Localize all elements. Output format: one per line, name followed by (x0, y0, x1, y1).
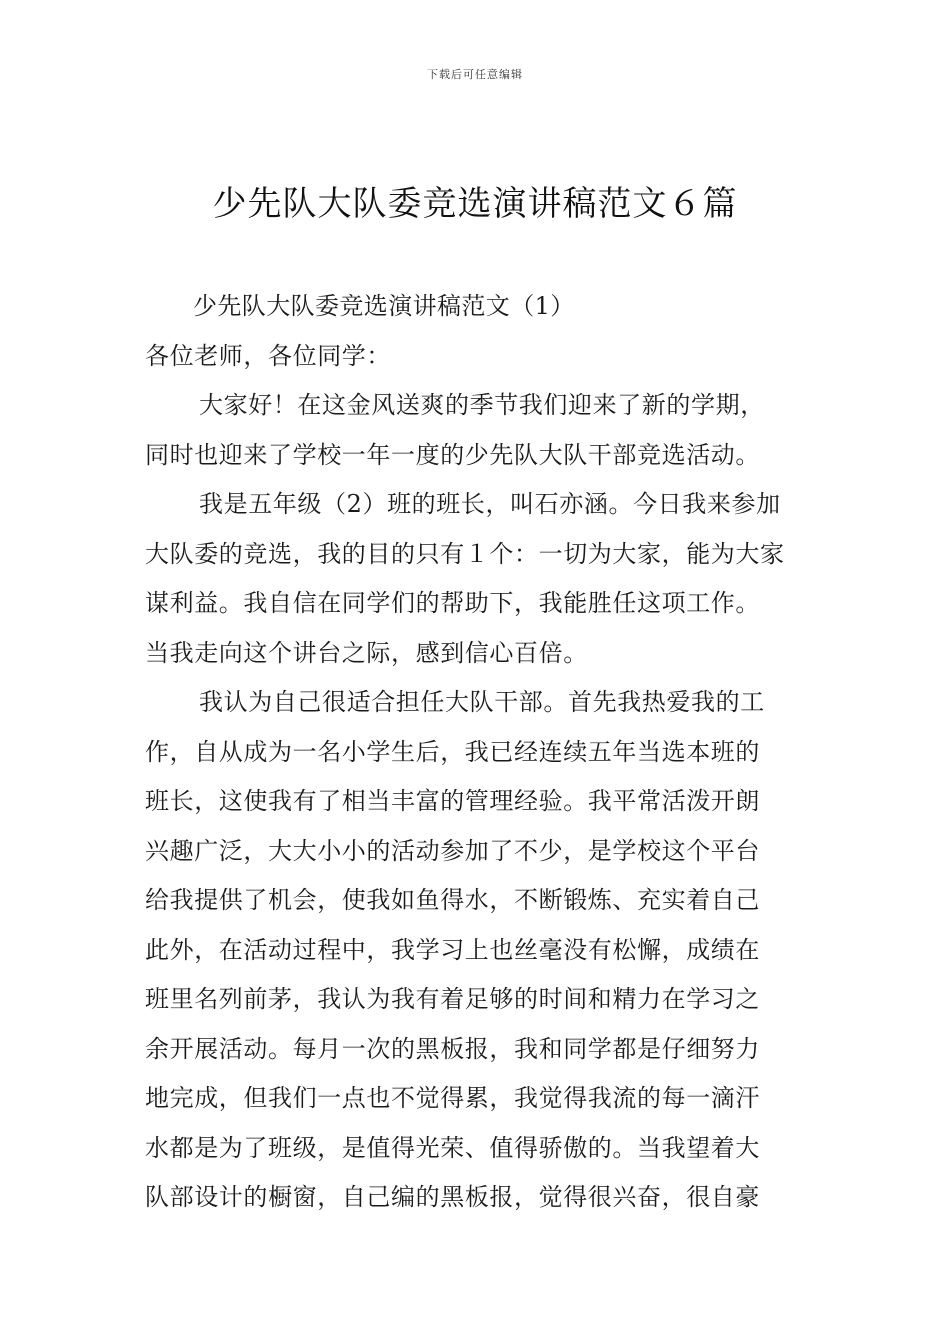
page-header-note: 下载后可任意编辑 (427, 68, 523, 81)
body-text-line: 此外，在活动过程中，我学习上也丝毫没有松懈，成绩在 (145, 935, 760, 964)
body-text-line: 班长，这使我有了相当丰富的管理经验。我平常活泼开朗 (145, 787, 760, 815)
body-text-line: 兴趣广泛，大大小小的活动参加了不少，是学校这个平台 (145, 836, 760, 865)
body-text-line: 大队委的竞选，我的目的只有１个：一切为大家，能为大家 (145, 539, 785, 568)
body-text-line: 作，自从成为一名小学生后，我已经连续五年当选本班的 (145, 737, 760, 766)
body-text-line: 队部设计的橱窗，自己编的黑板报，觉得很兴奋，很自豪 (145, 1183, 760, 1211)
body-text-line: 谋利益。我自信在同学们的帮助下，我能胜任这项工作。 (145, 589, 760, 617)
body-text-line: 大家好！在这金风送爽的季节我们迎来了新的学期， (199, 391, 765, 419)
body-text-line: 我认为自己很适合担任大队干部。首先我热爱我的工 (199, 688, 765, 716)
document-title: 少先队大队委竞选演讲稿范文６篇 (212, 184, 738, 224)
body-text-line: 余开展活动。每月一次的黑板报，我和同学都是仔细努力 (145, 1034, 760, 1063)
body-text-line: 当我走向这个讲台之际，感到信心百倍。 (145, 638, 588, 667)
body-text-line: 给我提供了机会，使我如鱼得水，不断锻炼、充实着自己 (145, 886, 760, 914)
body-text-line: 水都是为了班级，是值得光荣、值得骄傲的。当我望着大 (145, 1133, 760, 1162)
body-text-line: 班里名列前茅，我认为我有着足够的时间和精力在学习之 (145, 985, 760, 1013)
section-heading: 少先队大队委竞选演讲稿范文（1） (193, 292, 575, 320)
body-text-line: 各位老师，各位同学： (145, 341, 391, 370)
document-body (145, 282, 807, 1223)
body-text-line: 地完成，但我们一点也不觉得累，我觉得我流的每一滴汗 (145, 1084, 760, 1112)
body-text-line: 我是五年级（2）班的班长，叫石亦涵。今日我来参加 (199, 490, 781, 518)
body-text-line: 同时也迎来了学校一年一度的少先队大队干部竞选活动。 (145, 440, 760, 469)
